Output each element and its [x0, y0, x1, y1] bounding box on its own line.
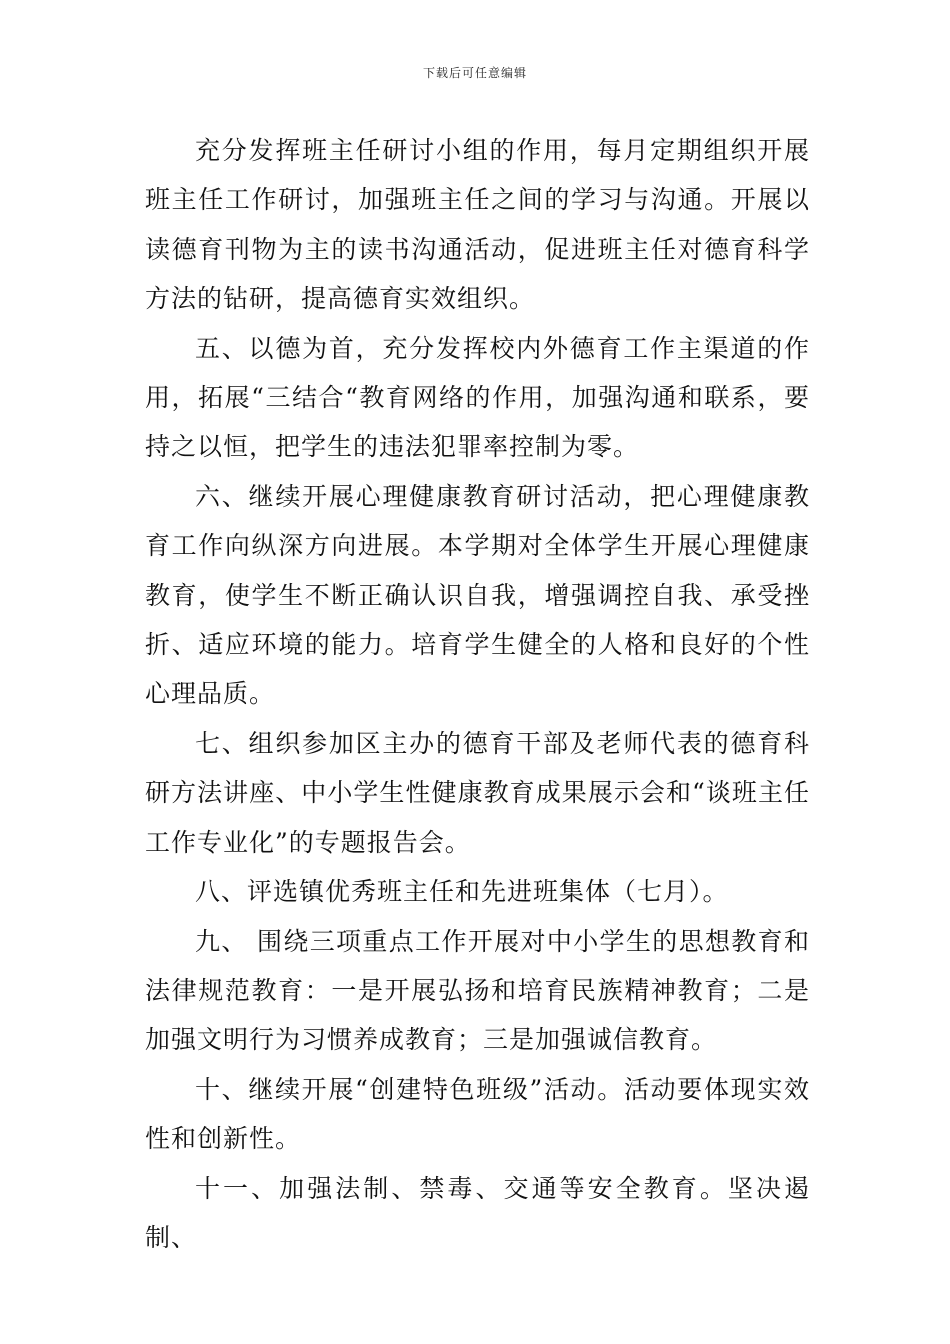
document-body [145, 126, 810, 1262]
page-header: 下载后可任意编辑 [422, 66, 527, 80]
paragraph-7: 十、继续开展“创建特色班级”活动。活动要体现实效性和创新性。 [145, 1074, 810, 1154]
paragraph-6: 九、 围绕三项重点工作开展对中小学生的思想教育和法律规范教育：一是开展弘扬和培育民族精神教育；二是加强文明行为习惯养成教育；三是加强诚信教育。 [145, 926, 810, 1055]
paragraph-3: 六、继续开展心理健康教育研讨活动，把心理健康教育工作向纵深方向进展。本学期对全体学生开展心理健康教育，使学生不断正确认识自我，增强调控自我、承受挫折、适应环境的能力。培育学生健全的人格和良好的个性心理品质。 [145, 481, 810, 709]
paragraph-8: 十一、加强法制、禁毒、交通等安全教育。坚决遏制、 [145, 1173, 810, 1252]
paragraph-4: 七、组织参加区主办的德育干部及老师代表的德育科研方法讲座、中小学生性健康教育成果展示会和“谈班主任工作专业化”的专题报告会。 [145, 728, 810, 857]
paragraph-5: 八、评选镇优秀班主任和先进班集体（七月）。 [195, 877, 729, 907]
paragraph-1: 充分发挥班主任研讨小组的作用，每月定期组织开展班主任工作研讨，加强班主任之间的学习与沟通。开展以读德育刊物为主的读书沟通活动，促进班主任对德育科学方法的钻研，提高德育实效组织。 [145, 136, 810, 314]
paragraph-2: 五、以德为首，充分发挥校内外德育工作主渠道的作用，拓展“三结合“教育网络的作用，加强沟通和联系，要持之以恒，把学生的违法犯罪率控制为零。 [145, 333, 810, 462]
